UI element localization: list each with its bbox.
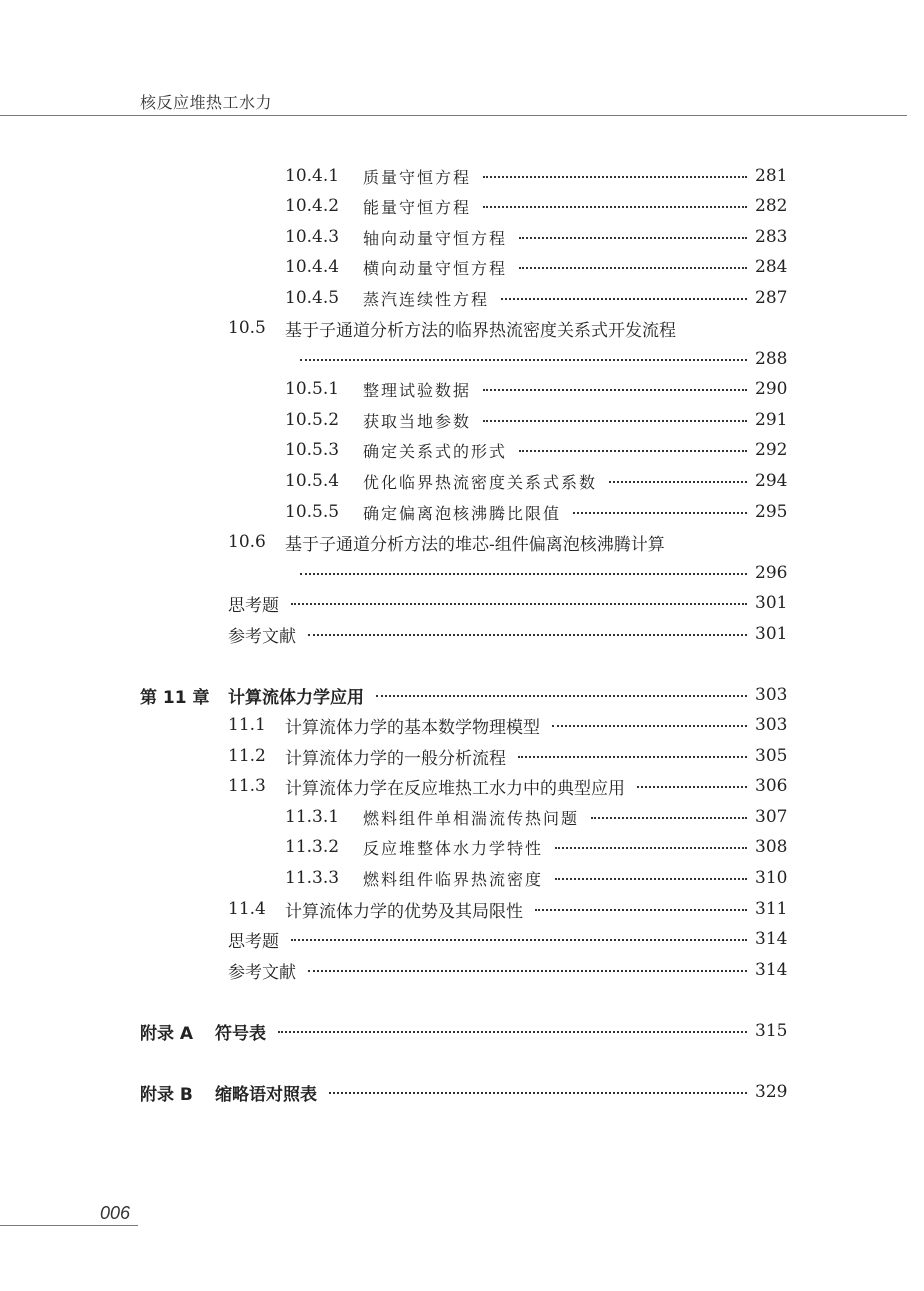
toc-title: 燃料组件单相湍流传热问题: [363, 808, 580, 828]
toc-number: 10.5.1: [285, 379, 340, 399]
toc-number: 10.5: [228, 318, 266, 338]
toc-page: 314: [755, 929, 788, 949]
toc-page: 294: [755, 471, 788, 491]
toc-entry-11-3-1[interactable]: [285, 805, 788, 829]
toc-number: 10.4.3: [285, 227, 340, 247]
toc-page: 288: [755, 349, 788, 369]
toc-entry-10-5-4[interactable]: [285, 469, 788, 493]
toc-title: 蒸汽连续性方程: [363, 289, 490, 309]
toc-leader-dots: [483, 418, 747, 422]
toc-leader-dots: [483, 387, 747, 391]
toc-page: 314: [755, 960, 788, 980]
toc-number: 10.4.1: [285, 166, 340, 186]
toc-title: 燃料组件临界热流密度: [363, 869, 544, 889]
toc-page: 290: [755, 379, 788, 399]
toc-number: 10.5.5: [285, 502, 340, 522]
toc-leader-dots: [300, 357, 747, 361]
toc-leader-dots: [519, 448, 747, 452]
toc-title: 参考文献: [228, 962, 296, 983]
toc-entry-10-5-5[interactable]: [285, 500, 788, 524]
toc-number: 10.6: [228, 532, 266, 552]
toc-leader-dots: [591, 815, 747, 819]
toc-page: 307: [755, 807, 788, 827]
toc-title: 思考题: [228, 595, 279, 616]
toc-title: 缩略语对照表: [215, 1084, 317, 1105]
toc-title: 确定关系式的形式: [363, 441, 508, 461]
toc-entry-10-4-3[interactable]: [285, 225, 788, 249]
toc-number: 10.5.4: [285, 471, 340, 491]
toc-title: 整理试验数据: [363, 380, 472, 400]
toc-leader-dots: [376, 693, 747, 697]
toc-page: 308: [755, 837, 788, 857]
toc-number: 11.3.2: [285, 837, 340, 857]
toc-entry-10-6[interactable]: [228, 530, 785, 554]
toc-number: 11.1: [228, 715, 266, 735]
toc-number: 附录 A: [140, 1023, 194, 1044]
toc-entry-10-5-1[interactable]: [285, 377, 788, 401]
toc-leader-dots: [329, 1090, 747, 1094]
toc-entry-10-4-5[interactable]: [285, 286, 788, 310]
toc-title: 符号表: [215, 1023, 266, 1044]
toc-entry-11-3-3[interactable]: [285, 866, 788, 890]
running-header-title: 核反应堆热工水力: [140, 93, 273, 112]
toc-title: 计算流体力学的优势及其局限性: [285, 901, 523, 922]
toc-leader-dots: [501, 296, 747, 300]
toc-leader-dots: [278, 1029, 747, 1033]
toc-entry-10-5-2[interactable]: [285, 408, 788, 432]
page-number: 006: [100, 1203, 131, 1223]
toc-leader-dots: [555, 876, 747, 880]
toc-entry-11-2[interactable]: [228, 744, 788, 769]
toc-number: 11.3.1: [285, 807, 340, 827]
toc-number: 10.5.2: [285, 410, 340, 430]
toc-entry-chapter-11[interactable]: [140, 683, 788, 708]
toc-entry-10-5-continuation[interactable]: [285, 347, 788, 371]
toc-title: 横向动量守恒方程: [363, 258, 508, 278]
toc-number: 11.2: [228, 746, 266, 766]
toc-number: 10.4.4: [285, 257, 340, 277]
toc-leader-dots: [291, 937, 747, 941]
toc-entry-11-3[interactable]: [228, 774, 788, 799]
toc-page: 303: [755, 715, 788, 735]
toc-leader-dots: [300, 571, 747, 575]
toc-page: 296: [755, 563, 788, 583]
toc-page: 301: [755, 593, 788, 613]
toc-title: 优化临界热流密度关系式系数: [363, 472, 598, 492]
header-rule: [0, 115, 907, 116]
toc-page: 281: [755, 166, 788, 186]
toc-entry-11-4[interactable]: [228, 897, 788, 922]
toc-entry-10-4-2[interactable]: [285, 194, 788, 218]
toc-entry-exercises-ch10[interactable]: [228, 591, 788, 616]
toc-number: 附录 B: [140, 1084, 193, 1105]
toc-page: 303: [755, 685, 788, 705]
toc-leader-dots: [483, 174, 747, 178]
toc-title: 参考文献: [228, 626, 296, 647]
toc-page: 310: [755, 868, 788, 888]
toc-page: 295: [755, 502, 788, 522]
toc-page: 315: [755, 1021, 788, 1041]
toc-leader-dots: [552, 723, 747, 727]
toc-number: 10.4.2: [285, 196, 340, 216]
footer-rule: [0, 1225, 138, 1226]
toc-leader-dots: [308, 968, 747, 972]
toc-page: 305: [755, 746, 788, 766]
toc-title: 基于子通道分析方法的堆芯-组件偏离泡核沸腾计算: [285, 534, 665, 555]
toc-leader-dots: [637, 784, 747, 788]
toc-number: 11.3.3: [285, 868, 340, 888]
toc-title: 计算流体力学应用: [228, 687, 364, 708]
toc-leader-dots: [483, 204, 747, 208]
toc-number: 11.3: [228, 776, 266, 796]
toc-entry-exercises-ch11[interactable]: [228, 927, 788, 952]
toc-page: 306: [755, 776, 788, 796]
toc-title: 获取当地参数: [363, 411, 472, 431]
toc-entry-references-ch10[interactable]: [228, 622, 788, 647]
toc-number: 10.4.5: [285, 288, 340, 308]
toc-page: 284: [755, 257, 788, 277]
toc-title: 计算流体力学的一般分析流程: [285, 748, 506, 769]
toc-entry-appendix-b[interactable]: [140, 1080, 788, 1105]
toc-title: 确定偏离泡核沸腾比限值: [363, 503, 562, 523]
toc-leader-dots: [573, 510, 747, 514]
toc-page: 329: [755, 1082, 788, 1102]
toc-entry-11-1[interactable]: [228, 713, 788, 738]
toc-title: 思考题: [228, 931, 279, 952]
toc-title: 反应堆整体水力学特性: [363, 838, 544, 858]
toc-entry-10-5-3[interactable]: [285, 438, 788, 462]
toc-number: 第 11 章: [140, 687, 210, 708]
toc-number: 11.4: [228, 899, 266, 919]
toc-page: 301: [755, 624, 788, 644]
toc-entry-appendix-a[interactable]: [140, 1019, 788, 1044]
toc-page: 291: [755, 410, 788, 430]
toc-leader-dots: [609, 479, 747, 483]
toc-page: 292: [755, 440, 788, 460]
toc-page: 283: [755, 227, 788, 247]
toc-title: 能量守恒方程: [363, 197, 472, 217]
toc-page: 287: [755, 288, 788, 308]
toc-page: 282: [755, 196, 788, 216]
toc-entry-11-3-2[interactable]: [285, 835, 788, 859]
toc-leader-dots: [291, 601, 747, 605]
toc-title: 计算流体力学在反应堆热工水力中的典型应用: [285, 778, 625, 799]
toc-number: 10.5.3: [285, 440, 340, 460]
toc-leader-dots: [308, 632, 747, 636]
toc-entry-references-ch11[interactable]: [228, 958, 788, 983]
toc-entry-10-6-continuation[interactable]: [285, 561, 788, 585]
toc-page: 311: [755, 899, 788, 919]
toc-leader-dots: [519, 265, 747, 269]
toc-title: 计算流体力学的基本数学物理模型: [285, 717, 540, 738]
toc-leader-dots: [519, 235, 747, 239]
toc-leader-dots: [518, 754, 747, 758]
toc-leader-dots: [535, 907, 747, 911]
toc-leader-dots: [555, 845, 747, 849]
toc-entry-10-4-1[interactable]: [285, 164, 788, 188]
toc-entry-10-5[interactable]: [228, 316, 785, 340]
toc-title: 轴向动量守恒方程: [363, 228, 508, 248]
toc-title: 基于子通道分析方法的临界热流密度关系式开发流程: [285, 320, 676, 341]
toc-title: 质量守恒方程: [363, 167, 472, 187]
toc-entry-10-4-4[interactable]: [285, 255, 788, 279]
